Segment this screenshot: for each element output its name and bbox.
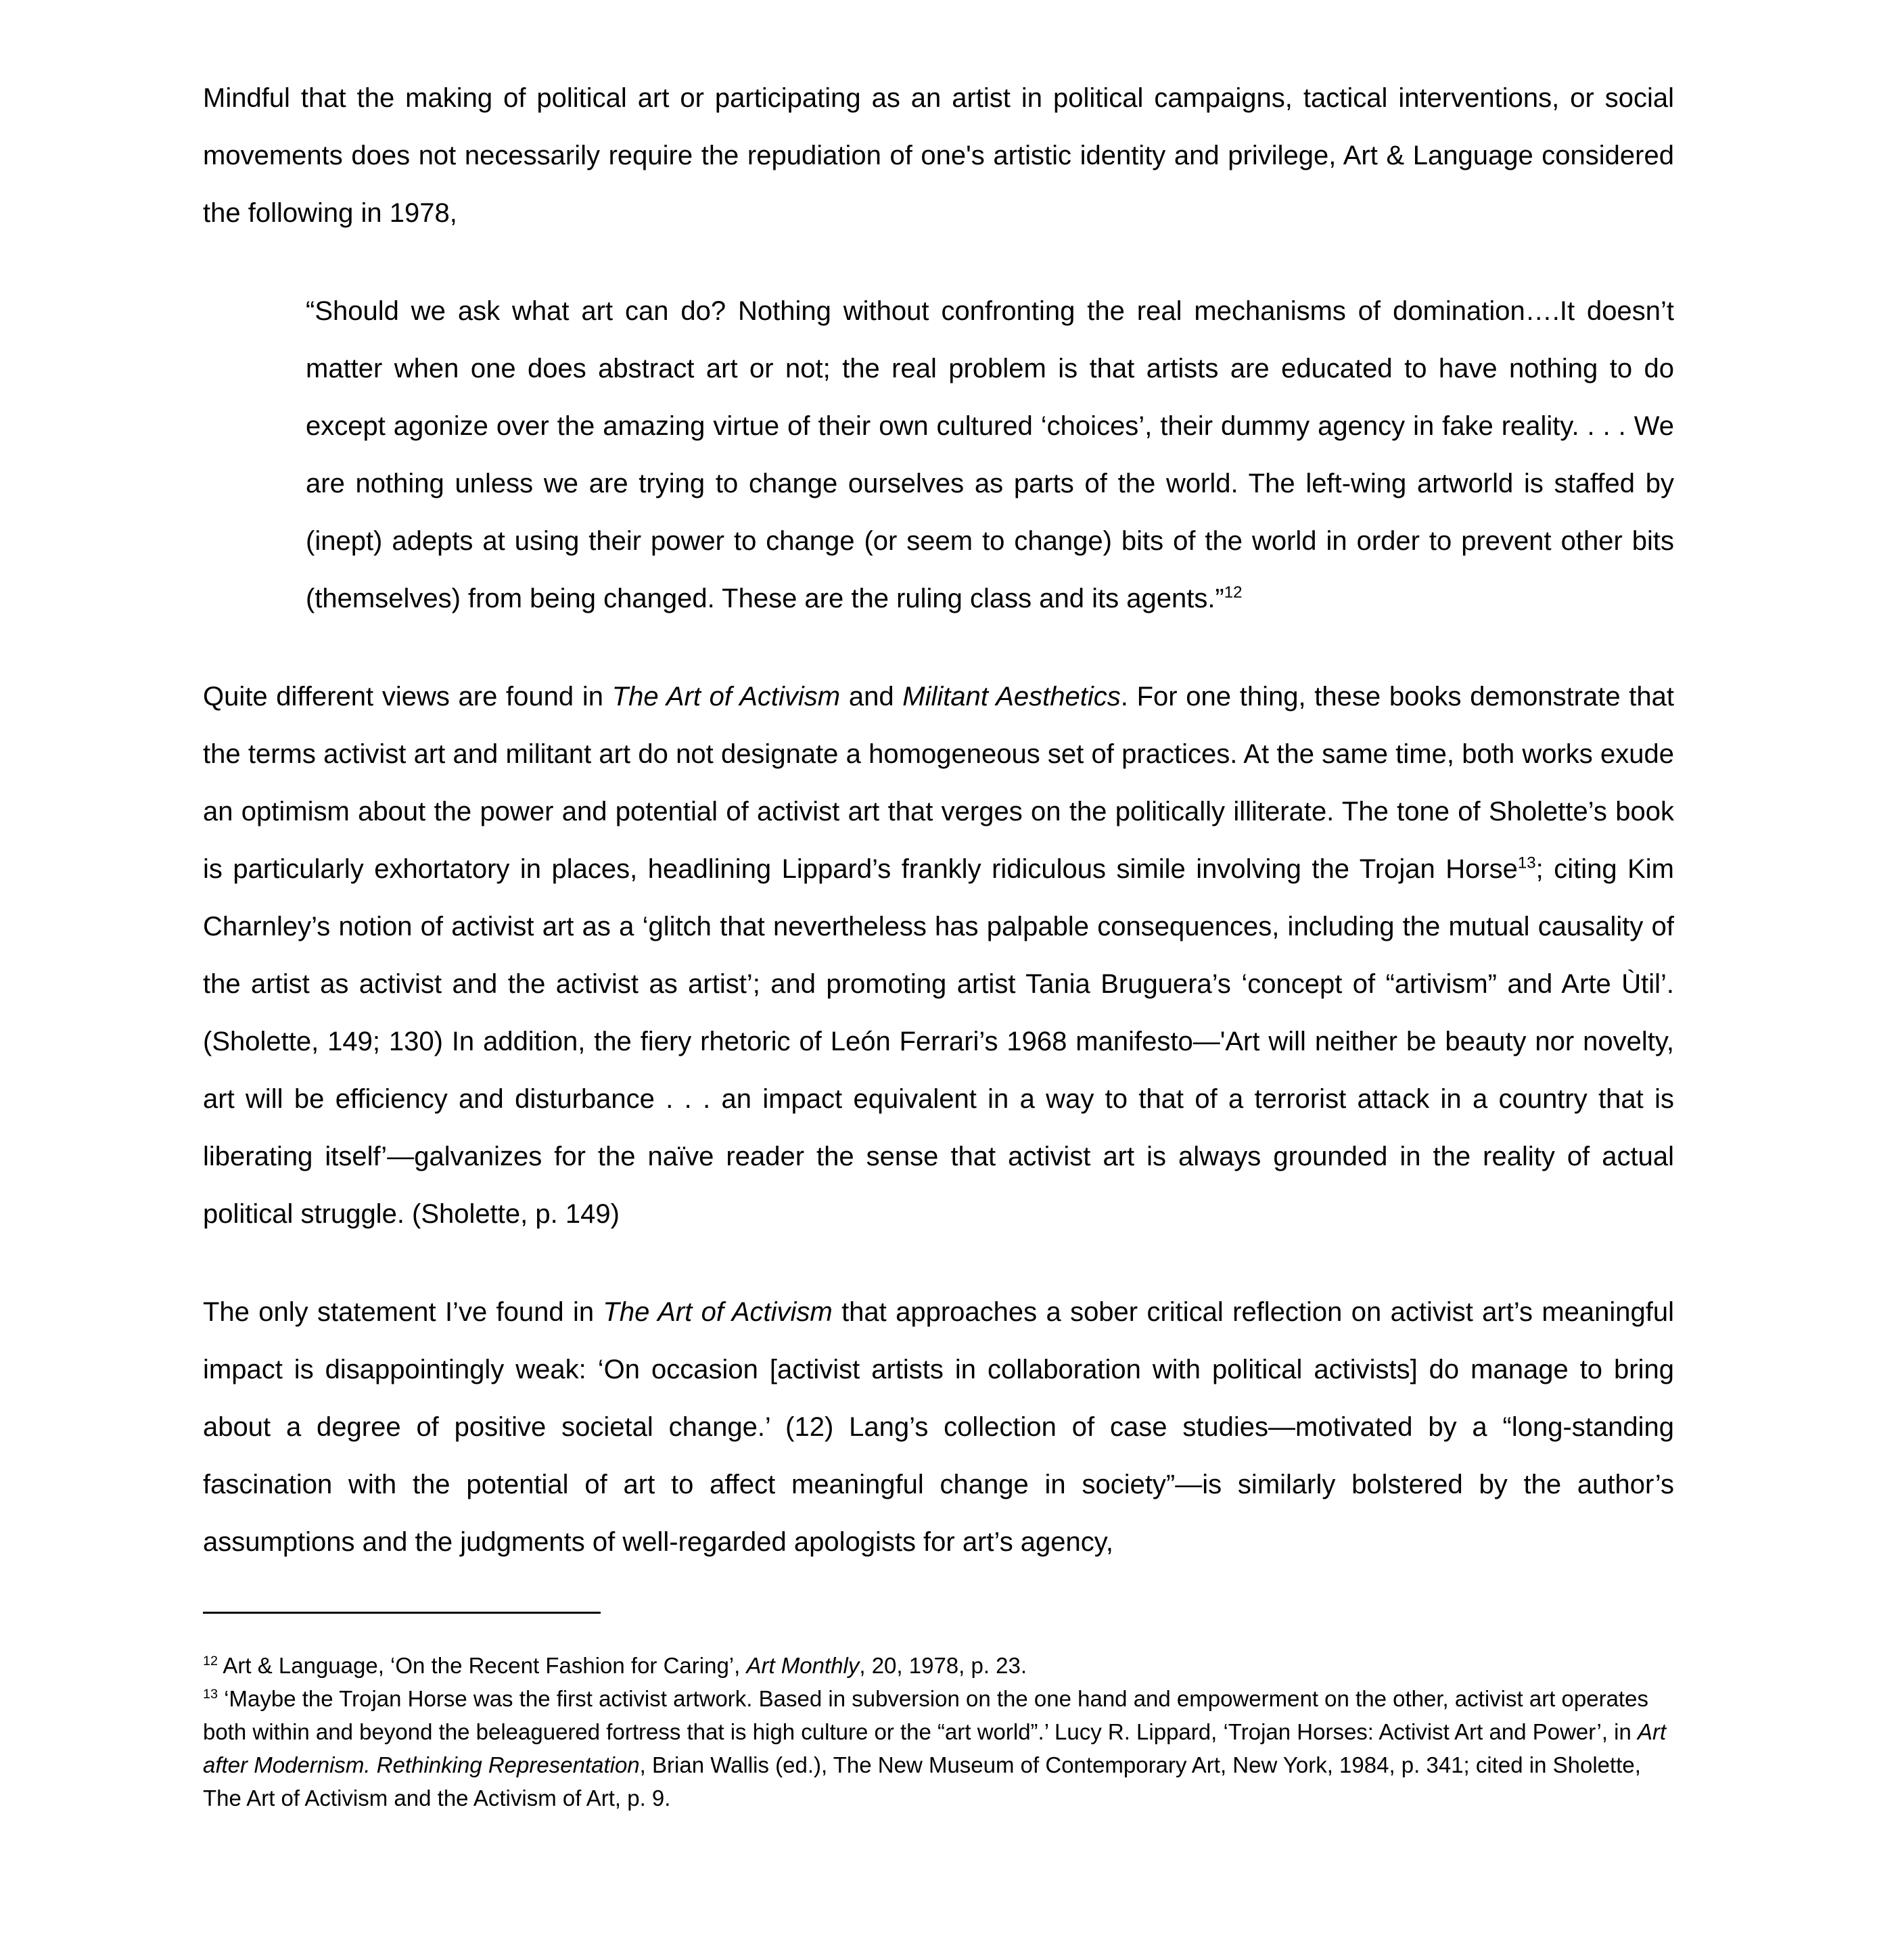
footnotes-section bbox=[203, 1649, 1674, 1815]
footnote-reference: 13 bbox=[1517, 854, 1536, 872]
text-segment: Militant Aesthetics bbox=[902, 682, 1121, 711]
text-segment: that approaches a sober critical reflection on activist art’s meaningful impact is disappointingly weak: ‘On occasion [activist artists in collaboration with political activists] do manage to bring about a degree of positive societal change.’ (12) Lang’s collection of case studies—motivated by a “long-standing fascination with the potential of art to affect meaningful change in society”—is similarly bolstered by the author’s assumptions and the judgments of well-regarded apologists for art’s agency, bbox=[203, 1297, 1675, 1557]
text-segment: The Art of Activism bbox=[603, 1297, 833, 1327]
footnote-separator bbox=[203, 1612, 601, 1614]
text-segment: , 20, 1978, p. 23. bbox=[859, 1653, 1027, 1678]
paragraph-review bbox=[203, 668, 1674, 1243]
footnote-13 bbox=[203, 1682, 1674, 1815]
text-segment: Art Monthly bbox=[746, 1653, 860, 1678]
text-segment: Quite different views are found in bbox=[203, 682, 612, 711]
text-segment: Mindful that the making of political art or participating as an artist in political campaigns, tactical interventions, or social movements does not necessarily require the repudiation of one's artistic identity and privilege, Art & Language considered the following in 1978, bbox=[203, 83, 1674, 228]
paragraph-intro bbox=[203, 70, 1674, 242]
text-segment: . For one thing, these books demonstrate that the terms activist art and militant art do not designate a homogeneous set of practices. At the same time, both works exude an optimism about the power and potential of activist art that verges on the politically illiterate. The tone of Sholette’s book is particularly exhortatory in places, headlining Lippard’s frankly ridiculous simile involving the Trojan Horse bbox=[203, 682, 1675, 884]
text-segment: and bbox=[840, 682, 903, 711]
text-segment: The Art of Activism bbox=[611, 682, 841, 711]
paragraph-statement bbox=[203, 1284, 1674, 1571]
text-segment: , Brian Wallis (ed.), The New Museum of Contemporary Art, New York, 1984, p. 341; cited in Sholette, The Art of Activism and the Activism of Art, p. 9. bbox=[203, 1752, 1641, 1811]
footnote-reference: 13 bbox=[203, 1687, 218, 1702]
text-segment: Art & Language, ‘On the Recent Fashion for Caring’, bbox=[218, 1653, 747, 1678]
text-segment: ; citing Kim Charnley’s notion of activist art as a ‘glitch that nevertheless has palpable consequences, including the mutual causality of the artist as activist and the activist as artist’; and promoting artist Tania Bruguera’s ‘concept of “artivism” and Arte Ùtil’. (Sholette, 149; 130) In addition, the fiery rhetoric of León Ferrari’s 1968 manifesto—'Art will neither be beauty nor novelty, art will be efficiency and disturbance . . . an impact equivalent in a way to that of a terrorist attack in a country that is liberating itself’—galvanizes for the naïve reader the sense that activist art is always grounded in the reality of actual political struggle. (Sholette, p. 149) bbox=[203, 854, 1674, 1229]
block-quote bbox=[203, 283, 1674, 628]
text-segment: The only statement I’ve found in bbox=[203, 1297, 603, 1327]
text-segment: “Should we ask what art can do? Nothing without confronting the real mechanisms of domination….It doesn’t matter when one does abstract art or not; the real problem is that artists are educated to have nothing to do except agonize over the amazing virtue of their own cultured ‘choices’, their dummy agency in fake reality. . . . We are nothing unless we are trying to change ourselves as parts of the world. The left-wing artworld is staffed by (inept) adepts at using their power to change (or seem to change) bits of the world in order to prevent other bits (themselves) from being changed. These are the ruling class and its agents.” bbox=[306, 296, 1674, 613]
footnote-reference: 12 bbox=[203, 1654, 218, 1669]
footnote-12 bbox=[203, 1649, 1674, 1682]
text-segment: ‘Maybe the Trojan Horse was the first activist artwork. Based in subversion on the one hand and empowerment on the other, activist art operates both within and beyond the beleaguered fortress that is high culture or the “art world”.’ Lucy R. Lippard, ‘Trojan Horses: Activist Art and Power’, in bbox=[203, 1686, 1648, 1744]
text-segment: Art after Modernism. Rethinking Representation bbox=[203, 1719, 1667, 1777]
footnote-reference: 12 bbox=[1224, 583, 1243, 602]
